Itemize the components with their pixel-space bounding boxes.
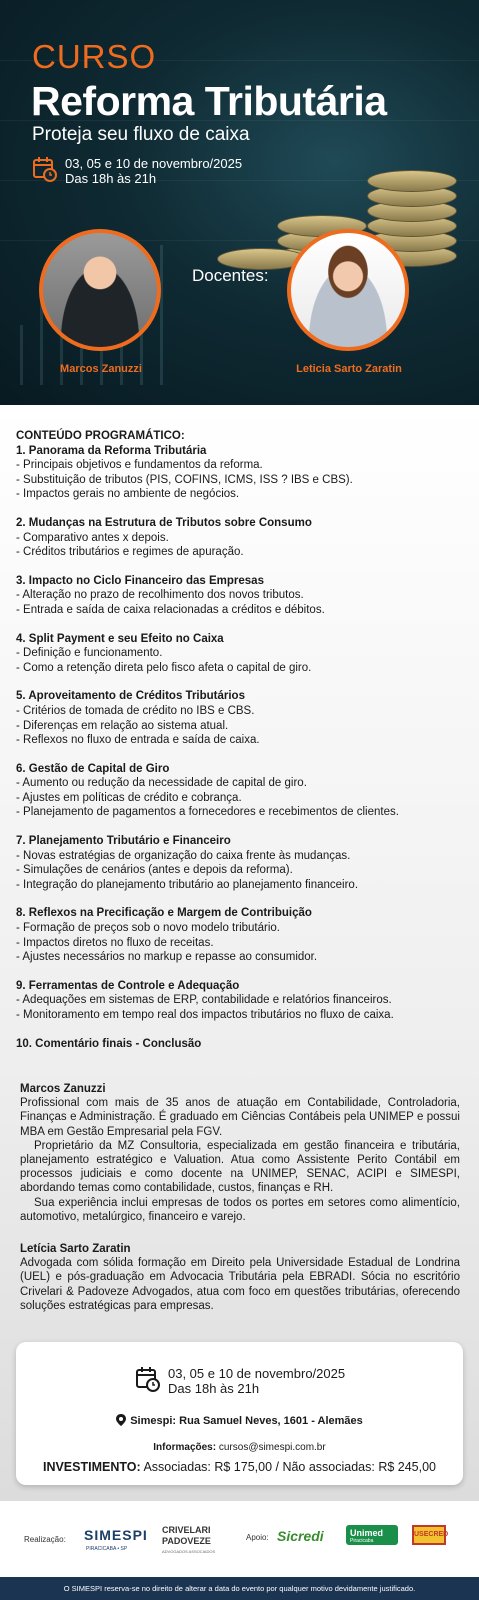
location <box>16 1414 463 1427</box>
section-item: - Substituição de tributos (PIS, COFINS, ICMS, ISS ? IBS e CBS). <box>16 473 353 486</box>
section-title: 3. Impacto no Ciclo Financeiro das Empresas <box>16 574 264 587</box>
teacher2-name: Leticia Sarto Zaratin <box>296 363 402 375</box>
content-area <box>0 405 479 1501</box>
teacher1-photo <box>39 229 161 351</box>
date-line: 03, 05 e 10 de novembro/2025 <box>65 156 243 171</box>
program-section <box>16 834 466 892</box>
section-item: - Adequações em sistemas de ERP, contabilidade e relatórios financeiros. <box>16 994 392 1007</box>
section-item: - Alteração no prazo de recolhimento dos novos tributos. <box>16 589 304 602</box>
section-item: - Aumento ou redução da necessidade de capital de giro. <box>16 777 307 790</box>
location-text: Simespi: Rua Samuel Neves, 1601 - Alemães <box>130 1415 363 1427</box>
calendar-clock-icon <box>33 156 57 182</box>
course-title: Reforma Tributária <box>31 78 387 124</box>
docentes-label: Docentes: <box>192 266 269 285</box>
hero-banner <box>0 0 479 405</box>
disclaimer-footer: O SIMESPI reserva-se no direito de alterar a data do evento por qualquer motivo devidamente justificado. <box>0 1577 479 1600</box>
program-section <box>16 1037 466 1052</box>
event-info-card <box>16 1342 463 1485</box>
section-title: 4. Split Payment e seu Efeito no Caixa <box>16 632 224 645</box>
program-section <box>16 979 466 1023</box>
section-title: 8. Reflexos na Precificação e Margem de Contribuição <box>16 907 312 920</box>
investment-info <box>16 1460 463 1474</box>
section-item: - Novas estratégias de organização do caixa frente às mudanças. <box>16 849 351 862</box>
realizacao-label: Realização: <box>24 1535 66 1544</box>
simespi-logo-sub: PIRACICABA • SP <box>86 1546 128 1552</box>
invest-label: INVESTIMENTO: <box>42 1460 141 1474</box>
date-line: 03, 05 e 10 de novembro/2025 <box>168 1366 346 1381</box>
date-text <box>65 156 242 186</box>
section-title: 1. Panorama da Reforma Tributária <box>16 444 207 457</box>
bio-name: Marcos Zanuzzi <box>20 1083 106 1095</box>
section-item: - Comparativo antes x depois. <box>16 531 169 544</box>
bio-leticia <box>20 1242 460 1313</box>
apoio-label: Apoio: <box>246 1533 269 1542</box>
section-item: - Ajustes em políticas de crédito e cobrança. <box>16 791 242 804</box>
bio-marcos <box>20 1082 460 1224</box>
crivelari-line1: CRIVELARI <box>162 1525 211 1535</box>
section-item: - Diferenças em relação ao sistema atual. <box>16 719 229 732</box>
section-title: 9. Ferramentas de Controle e Adequação <box>16 979 240 992</box>
program-section <box>16 689 466 747</box>
sicredi-logo: Sicredi <box>277 1528 324 1544</box>
location-pin-icon <box>116 1414 126 1426</box>
time-line: Das 18h às 21h <box>65 171 157 186</box>
section-item: - Definição e funcionamento. <box>16 647 163 660</box>
sponsors-bar <box>0 1501 479 1577</box>
section-title: 7. Planejamento Tributário e Financeiro <box>16 835 231 848</box>
section-item: - Planejamento de pagamentos a fornecedores e recebimentos de clientes. <box>16 806 399 819</box>
bio-paragraph: Profissional com mais de 35 anos de atuação em Contabilidade, Controladoria, Finanças e Administração. É graduado em Ciências Contábeis pela UNIMEP e possui MBA em Gestão Empresarial pela FGV. <box>20 1097 460 1138</box>
section-item: - Entrada e saída de caixa relacionadas a créditos e débitos. <box>16 603 325 616</box>
section-item: - Impactos gerais no ambiente de negócios. <box>16 488 240 501</box>
card-date-block <box>136 1366 345 1396</box>
simespi-logo: SIMESPI <box>84 1527 148 1543</box>
time-line: Das 18h às 21h <box>168 1381 260 1396</box>
bio-paragraph: Proprietário da MZ Consultoria, especializada em gestão financeira e tributária, planejamento estratégico e Valuation. Atua como Assistente Perito Contábil em processos judiciais e como docente na UNIMEP, SENAC, ACIPI e SIMESPI, abordando temas como contabilidade, custos, finanças e RH. <box>20 1139 460 1195</box>
program-section <box>16 632 466 676</box>
section-item: - Integração do planejamento tributário ao planejamento financeiro. <box>16 878 359 891</box>
section-item: - Ajustes necessários no markup e repasse ao consumidor. <box>16 951 318 964</box>
program-section <box>16 516 466 560</box>
contact-info <box>16 1442 463 1453</box>
unimed-logo <box>346 1525 398 1545</box>
section-item: - Créditos tributários e regimes de apuração. <box>16 546 244 559</box>
bio-paragraph: Sua experiência inclui empresas de todos os portes em setores como alimentício, automotivo, metalúrgico, financeiro e varejo. <box>20 1196 460 1223</box>
crivelari-line2: PADOVEZE <box>162 1536 211 1546</box>
usecred-logo: USECRED <box>412 1525 446 1545</box>
section-title: 6. Gestão de Capital de Giro <box>16 762 170 775</box>
crivelari-logo <box>162 1525 211 1547</box>
unimed-name: Unimed <box>350 1528 384 1538</box>
info-label: Informações: <box>153 1442 217 1453</box>
card-date-text <box>168 1366 345 1396</box>
section-title: 5. Aproveitamento de Créditos Tributários <box>16 690 245 703</box>
bio-name: Letícia Sarto Zaratin <box>20 1243 131 1255</box>
section-item: - Como a retenção direta pelo fisco afeta o capital de giro. <box>16 661 312 674</box>
program-section <box>16 574 466 618</box>
program-content <box>16 429 466 1065</box>
section-item: - Impactos diretos no fluxo de receitas. <box>16 936 214 949</box>
section-item: - Principais objetivos e fundamentos da reforma. <box>16 459 263 472</box>
unimed-sub: Piracicaba <box>350 1538 374 1544</box>
teacher2-photo <box>287 229 409 351</box>
program-heading: CONTEÚDO PROGRAMÁTICO: <box>16 430 185 442</box>
bio-paragraph: Advogada com sólida formação em Direito pela Universidade Estadual de Londrina (UEL) e pós-graduação em Advocacia Tributária pela EBRADI. Sócia no escritório Crivelari & Padoveze Advogados, atua com foco em questões tributárias, oferecendo soluções estratégicas para empresas. <box>20 1257 460 1312</box>
section-item: - Simulações de cenários (antes e depois da reforma). <box>16 864 293 877</box>
info-email: cursos@simespi.com.br <box>218 1442 326 1453</box>
section-title: 2. Mudanças na Estrutura de Tributos sobre Consumo <box>16 516 312 529</box>
date-block <box>33 156 242 186</box>
program-section <box>16 444 466 502</box>
invest-value: Associadas: R$ 175,00 / Não associadas: R$ 245,00 <box>143 1460 437 1474</box>
course-subtitle: Proteja seu fluxo de caixa <box>32 124 250 145</box>
section-item: - Formação de preços sob o novo modelo tributário. <box>16 922 280 935</box>
program-section <box>16 762 466 820</box>
program-section <box>16 906 466 964</box>
section-item: - Monitoramento em tempo real dos impactos tributários no fluxo de caixa. <box>16 1009 394 1021</box>
teacher1-name: Marcos Zanuzzi <box>60 363 142 375</box>
crivelari-logo-sub: ADVOGADOS ASSOCIADOS <box>162 1549 216 1554</box>
section-title: 10. Comentário finais - Conclusão <box>16 1037 202 1050</box>
calendar-clock-icon <box>136 1366 160 1392</box>
section-item: - Reflexos no fluxo de entrada e saída de caixa. <box>16 734 260 747</box>
course-label: CURSO <box>32 38 157 75</box>
section-item: - Critérios de tomada de crédito no IBS e CBS. <box>16 704 255 717</box>
